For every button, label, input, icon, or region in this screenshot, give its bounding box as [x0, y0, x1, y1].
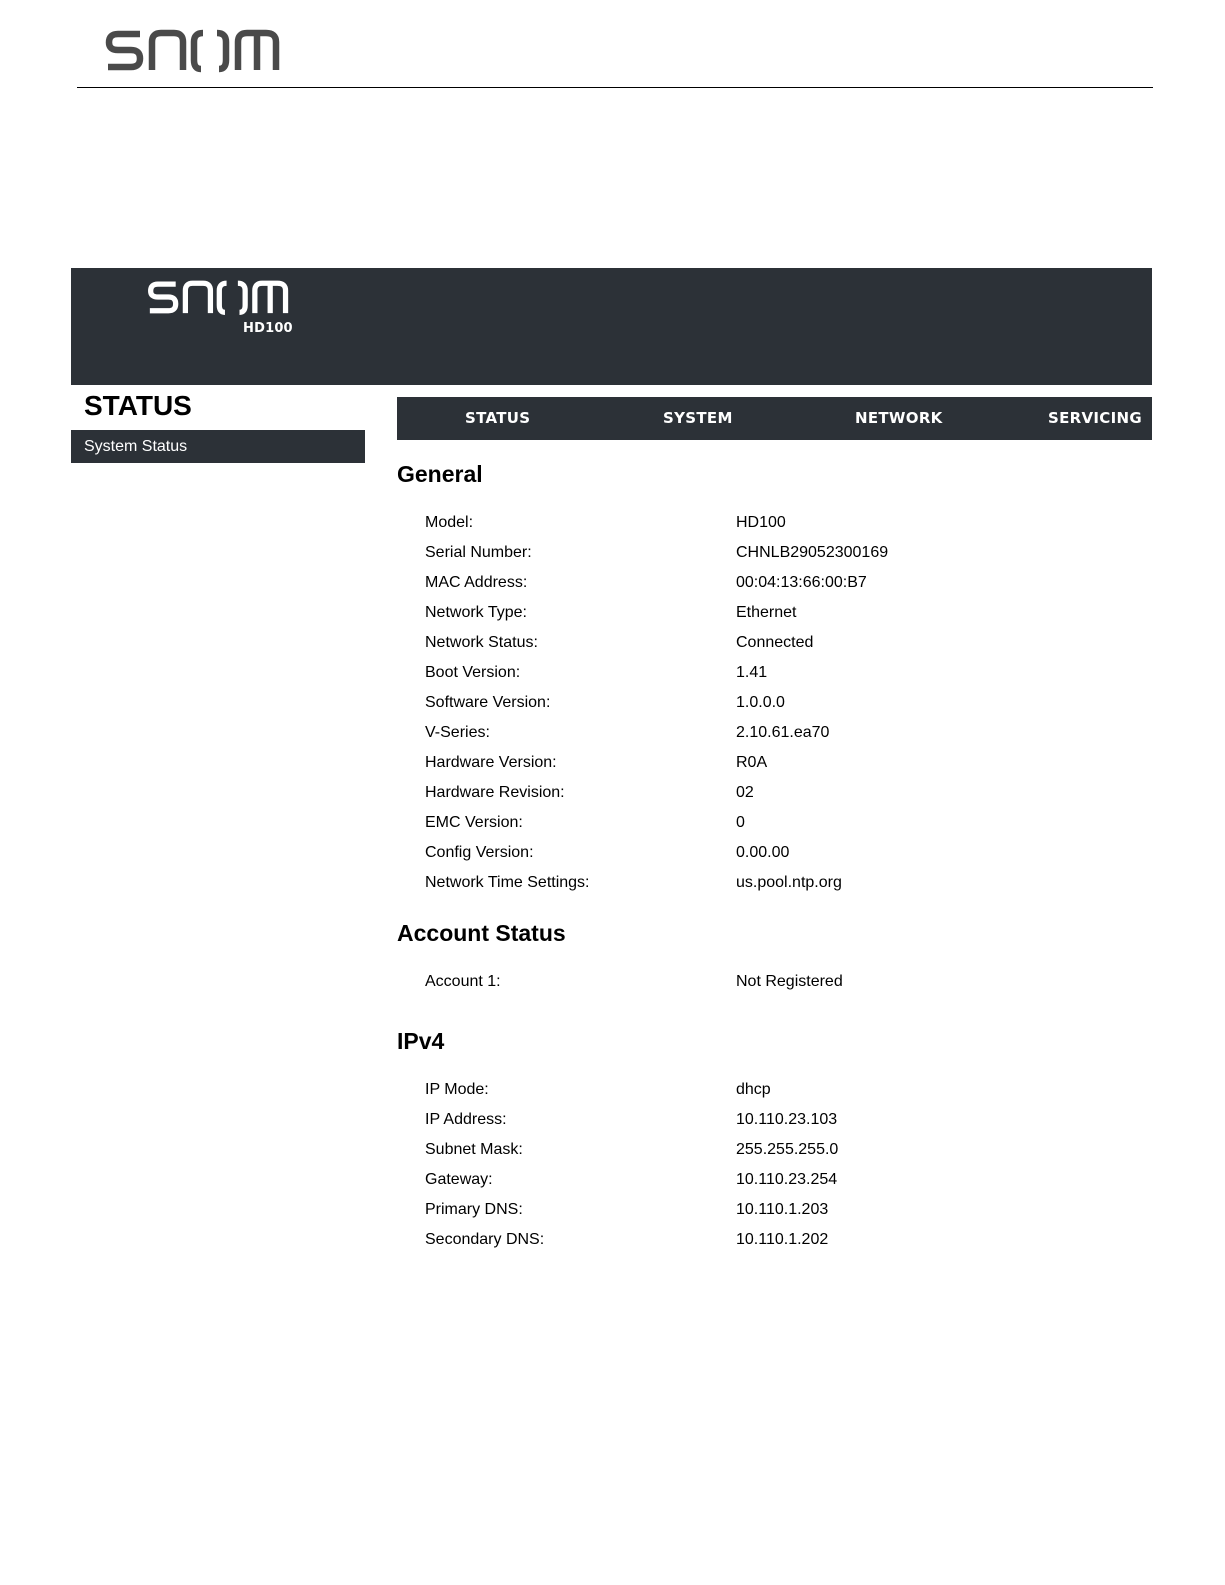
- row-label: Network Status:: [425, 634, 538, 651]
- row-value: 1.0.0.0: [736, 694, 785, 711]
- status-row: [425, 973, 1145, 995]
- row-value: 02: [736, 784, 754, 801]
- status-row: [425, 844, 1145, 866]
- row-value: 2.10.61.ea70: [736, 724, 830, 741]
- status-row: [425, 1201, 1145, 1223]
- status-row: [425, 1141, 1145, 1163]
- row-value: us.pool.ntp.org: [736, 874, 842, 891]
- status-row: [425, 754, 1145, 776]
- row-label: Serial Number:: [425, 544, 532, 561]
- row-label: Hardware Version:: [425, 754, 557, 771]
- status-row: [425, 1171, 1145, 1193]
- row-value: 10.110.1.203: [736, 1201, 829, 1218]
- row-label: Model:: [425, 514, 474, 531]
- row-value: HD100: [736, 514, 786, 531]
- status-row: [425, 1081, 1145, 1103]
- row-label: Config Version:: [425, 844, 534, 861]
- status-row: [425, 574, 1145, 596]
- row-value: 00:04:13:66:00:B7: [736, 574, 867, 591]
- status-row: [425, 874, 1145, 896]
- row-label: Account 1:: [425, 973, 501, 990]
- status-row: [425, 694, 1145, 716]
- row-label: MAC Address:: [425, 574, 528, 591]
- device-model-label: HD100: [243, 321, 293, 336]
- row-label: Boot Version:: [425, 664, 521, 681]
- row-value: 10.110.23.103: [736, 1111, 838, 1128]
- row-label: Primary DNS:: [425, 1201, 523, 1218]
- row-value: Connected: [736, 634, 814, 651]
- row-label: Gateway:: [425, 1171, 493, 1188]
- sidebar-title: STATUS: [84, 390, 192, 421]
- snom-logo: [104, 24, 282, 76]
- status-row: [425, 544, 1145, 566]
- status-row: [425, 784, 1145, 806]
- row-value: 10.110.23.254: [736, 1171, 838, 1188]
- row-value: 0: [736, 814, 745, 831]
- row-value: CHNLB29052300169: [736, 544, 889, 561]
- row-label: Secondary DNS:: [425, 1231, 545, 1248]
- status-row: [425, 664, 1145, 686]
- row-value: dhcp: [736, 1081, 771, 1098]
- row-label: V-Series:: [425, 724, 490, 741]
- row-value: 255.255.255.0: [736, 1141, 839, 1158]
- section-title-ipv4: IPv4: [397, 1028, 445, 1054]
- sidebar-item-system-status[interactable]: System Status: [71, 430, 365, 463]
- row-label: Software Version:: [425, 694, 551, 711]
- section-title-account-status: Account Status: [397, 920, 566, 946]
- row-value: Ethernet: [736, 604, 797, 621]
- row-label: Network Type:: [425, 604, 527, 621]
- row-value: Not Registered: [736, 973, 843, 990]
- app-header: [71, 268, 1152, 385]
- row-label: IP Mode:: [425, 1081, 489, 1098]
- snom-logo: [141, 276, 296, 318]
- row-label: Hardware Revision:: [425, 784, 565, 801]
- status-row: [425, 604, 1145, 626]
- section-title-general: General: [397, 461, 483, 487]
- status-row: [425, 724, 1145, 746]
- row-label: Network Time Settings:: [425, 874, 590, 891]
- top-navigation: [397, 397, 1152, 440]
- status-row: [425, 634, 1145, 656]
- status-row: [425, 1111, 1145, 1133]
- row-value: 10.110.1.202: [736, 1231, 829, 1248]
- row-label: Subnet Mask:: [425, 1141, 523, 1158]
- tab-system[interactable]: SYSTEM: [663, 409, 733, 427]
- row-value: R0A: [736, 754, 768, 771]
- page-header-rule: [77, 87, 1153, 88]
- row-label: IP Address:: [425, 1111, 507, 1128]
- row-value: 0.00.00: [736, 844, 790, 861]
- row-label: EMC Version:: [425, 814, 523, 831]
- row-value: 1.41: [736, 664, 768, 681]
- status-row: [425, 1231, 1145, 1253]
- status-row: [425, 514, 1145, 536]
- tab-status[interactable]: STATUS: [465, 409, 531, 427]
- status-row: [425, 814, 1145, 836]
- tab-servicing[interactable]: SERVICING: [1048, 409, 1142, 427]
- tab-network[interactable]: NETWORK: [855, 409, 943, 427]
